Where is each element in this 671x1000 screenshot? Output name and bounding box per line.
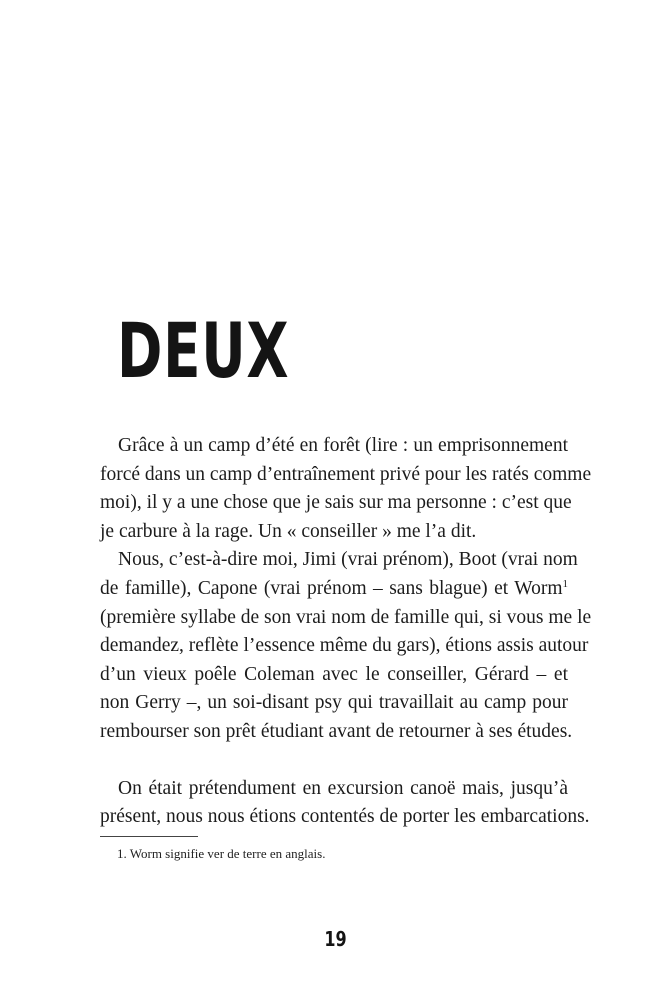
text-line: d’un vieux poêle Coleman avec le conseiller, Gérard – et: [100, 663, 568, 685]
text-line-with-footnote: [100, 575, 568, 604]
footnote-divider: [100, 836, 198, 837]
text-line: rembourser son prêt étudiant avant de retourner à ses études.: [100, 720, 573, 742]
paragraph-3: [100, 775, 590, 832]
footnote-reference[interactable]: 1: [562, 577, 568, 590]
text-line: forcé dans un camp d’entraînement privé pour les ratés comme: [100, 463, 592, 485]
section-break: [100, 747, 568, 775]
text-line: je carbure à la rage. Un « conseiller » me l’a dit.: [100, 520, 477, 542]
text-line: non Gerry –, un soi-disant psy qui travaillait au camp pour: [100, 692, 568, 714]
text-line: (première syllabe de son vrai nom de famille qui, si vous me le: [100, 606, 592, 628]
footnote-text: Worm signifie ver de terre en anglais.: [129, 846, 326, 861]
text-line: On était prétendument en excursion canoë mais, jusqu’à: [118, 777, 568, 799]
paragraph-2: [100, 546, 592, 746]
text-line: demandez, reflète l’essence même du gars), étions assis autour: [100, 635, 589, 657]
chapter-title: DEUX: [117, 305, 290, 395]
text-line: Nous, c’est-à-dire moi, Jimi (vrai prénom), Boot (vrai nom: [118, 549, 578, 571]
text-line: moi), il y a une chose que je sais sur ma personne : c’est que: [100, 492, 572, 514]
paragraph-1: [100, 432, 592, 546]
text-line: de famille), Capone (vrai prénom – sans blague) et Worm: [100, 577, 563, 599]
text-line: Grâce à un camp d’été en forêt (lire : un emprisonnement: [118, 435, 568, 456]
text-line: présent, nous nous étions contentés de porter les embarcations.: [100, 806, 590, 828]
body-text: [100, 432, 592, 832]
footnote: [117, 846, 325, 862]
page-number: 19: [324, 927, 347, 951]
footnote-number: 1.: [117, 846, 127, 861]
